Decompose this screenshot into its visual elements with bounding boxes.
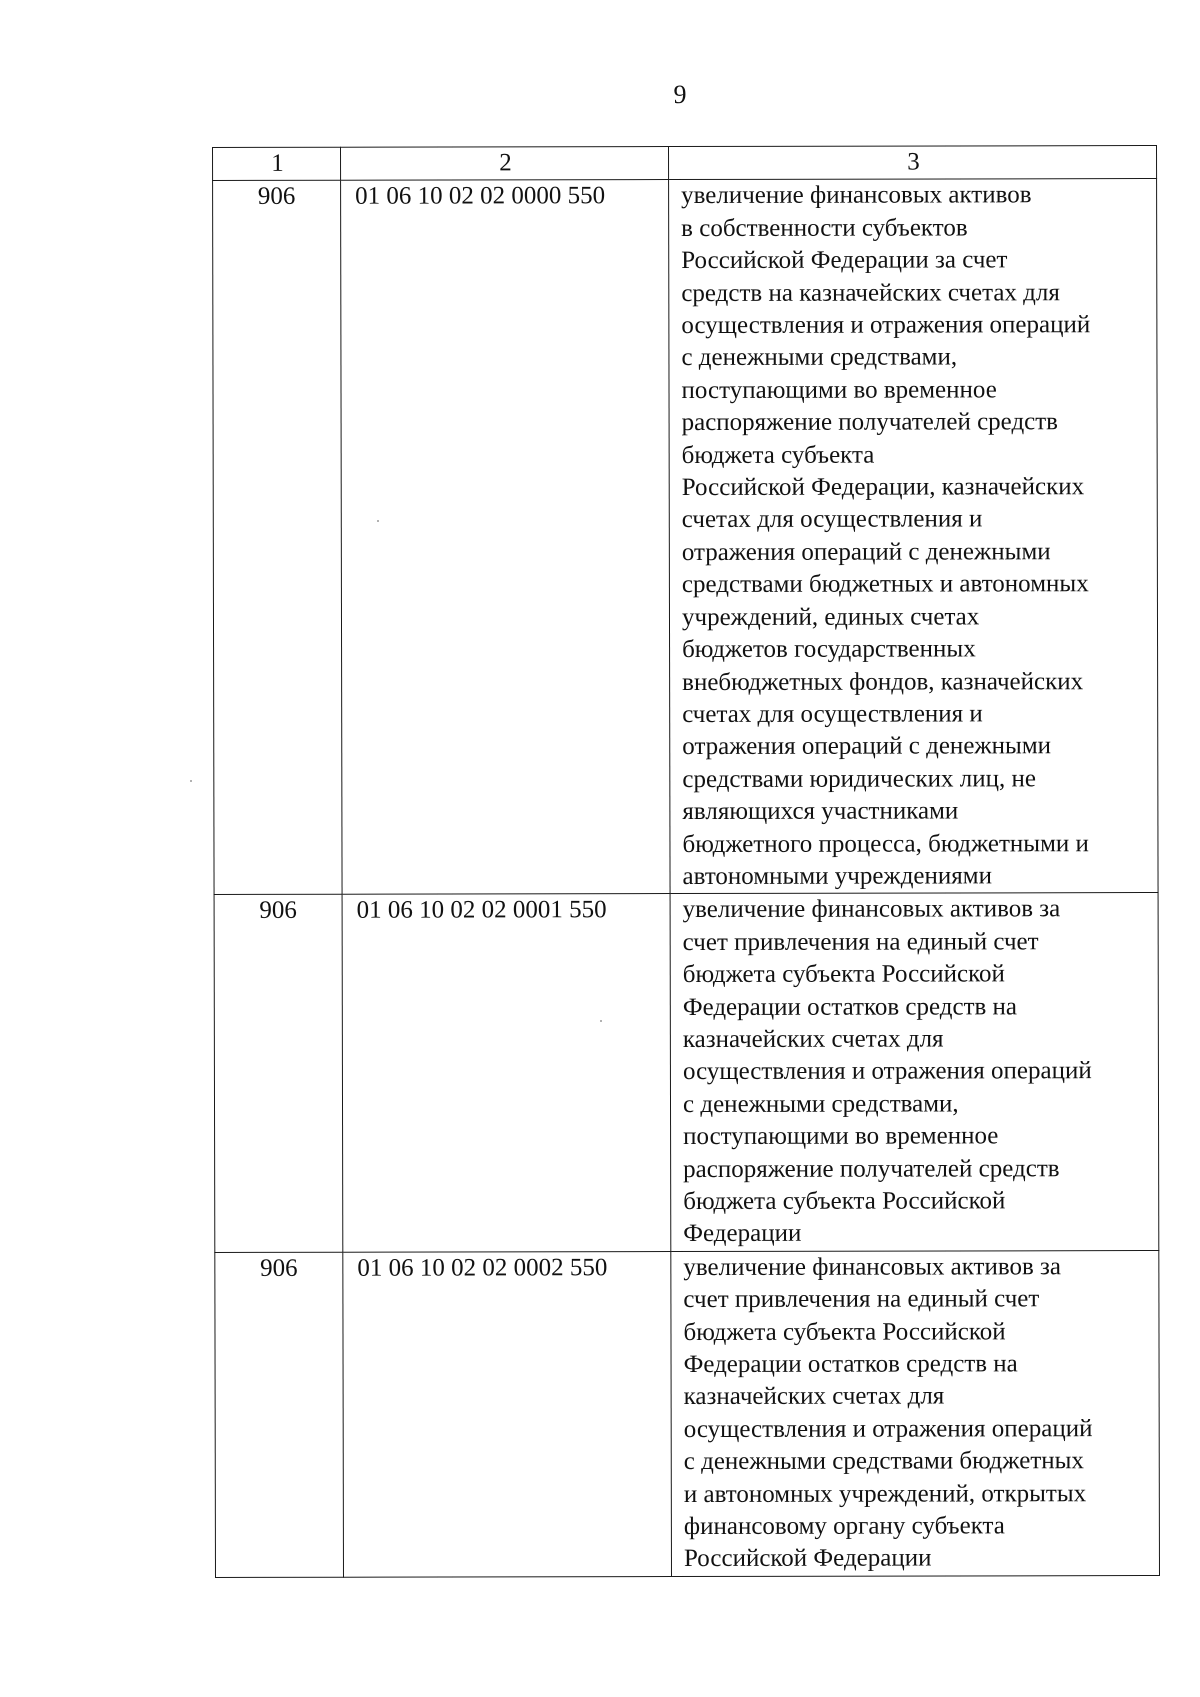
description-line: являющихся участниками — [682, 797, 959, 826]
description-line: Российской Федерации за счет — [681, 246, 1008, 275]
budget-classification-code-cell: 01 06 10 02 02 0000 550 — [341, 180, 670, 895]
description-line: финансовому органу субъекта — [683, 1512, 1005, 1541]
description-line: бюджета субъекта Российской — [683, 1317, 1006, 1346]
description-line: распоряжение получателей средств — [681, 408, 1059, 437]
description-line: увеличение финансовых активов — [681, 181, 1032, 210]
table-header-row — [213, 146, 1157, 181]
description-line: в собственности субъектов — [681, 214, 968, 242]
scan-speck — [377, 520, 379, 522]
description-line: внебюджетных фондов, казначейских — [682, 667, 1084, 696]
description-line: Федерации остатков средств на — [682, 992, 1018, 1021]
description-line: автономными учреждениями — [682, 862, 992, 890]
budget-classification-code-cell: 01 06 10 02 02 0002 550 — [343, 1251, 672, 1577]
description-line: осуществления и отражения операций — [683, 1415, 1093, 1443]
description-line: бюджета субъекта — [681, 441, 875, 469]
description-line: счет привлечения на единый счет — [682, 928, 1039, 956]
description-line: средствами бюджетных и автономных — [681, 570, 1089, 599]
description-line: осуществления и отражения операций — [681, 311, 1091, 340]
description-line: поступающими во временное — [683, 1122, 999, 1151]
description-line: счетах для осуществления и — [682, 700, 983, 728]
table-row — [215, 1250, 1160, 1577]
description-line: счет привлечения на единый счет — [683, 1285, 1040, 1314]
admin-code-cell: 906 — [215, 1252, 344, 1577]
description-line: счетах для осуществления и — [681, 505, 983, 534]
description-line: отражения операций с денежными — [682, 732, 1052, 761]
description-line: учреждений, единых счетах — [681, 603, 980, 631]
column-header-2: 2 — [341, 147, 669, 181]
description-line: казначейских счетах для — [682, 1025, 944, 1053]
description-cell — [669, 179, 1158, 894]
description-line: с денежными средствами бюджетных — [683, 1447, 1084, 1476]
budget-codes-table — [212, 145, 1160, 1578]
description-cell — [671, 1250, 1160, 1576]
column-header-1: 1 — [213, 147, 341, 181]
description-line: распоряжение получателей средств — [683, 1154, 1060, 1183]
scan-speck — [190, 780, 192, 782]
table-row — [213, 179, 1158, 895]
description-line: Федерации — [683, 1220, 802, 1248]
page-number: 9 — [673, 80, 687, 109]
description-line: Российской Федерации, казначейских — [681, 473, 1085, 502]
description-line: бюджетов государственных — [682, 635, 976, 664]
table-body — [213, 146, 1160, 1578]
description-line: Федерации остатков средств на — [683, 1350, 1018, 1379]
description-line: бюджета субъекта Российской — [682, 960, 1005, 989]
scan-speck — [600, 1020, 602, 1022]
budget-classification-code-cell: 01 06 10 02 02 0001 550 — [342, 894, 671, 1252]
description-line: поступающими во временное — [681, 376, 997, 404]
description-line: средств на казначейских счетах для — [681, 278, 1060, 307]
description-line: осуществления и отражения операций — [682, 1057, 1092, 1086]
description-cell — [670, 893, 1159, 1251]
admin-code-cell: 906 — [214, 895, 343, 1253]
admin-code-cell: 906 — [213, 181, 342, 895]
description-line: увеличение финансовых активов за — [682, 895, 1061, 924]
description-line: с денежными средствами, — [682, 1090, 959, 1118]
description-line: казначейских счетах для — [683, 1382, 945, 1411]
table-row — [214, 893, 1159, 1252]
description-line: бюджетного процесса, бюджетными и — [682, 829, 1089, 858]
description-line: средствами юридических лиц, не — [682, 764, 1037, 793]
description-line: Российской Федерации — [683, 1544, 932, 1573]
description-line: бюджета субъекта Российской — [683, 1187, 1006, 1216]
column-header-3: 3 — [669, 146, 1157, 180]
description-line: с денежными средствами, — [681, 343, 958, 372]
description-line: увеличение финансовых активов за — [683, 1253, 1062, 1281]
description-line: и автономных учреждений, открытых — [683, 1479, 1087, 1508]
description-line: отражения операций с денежными — [681, 538, 1051, 566]
